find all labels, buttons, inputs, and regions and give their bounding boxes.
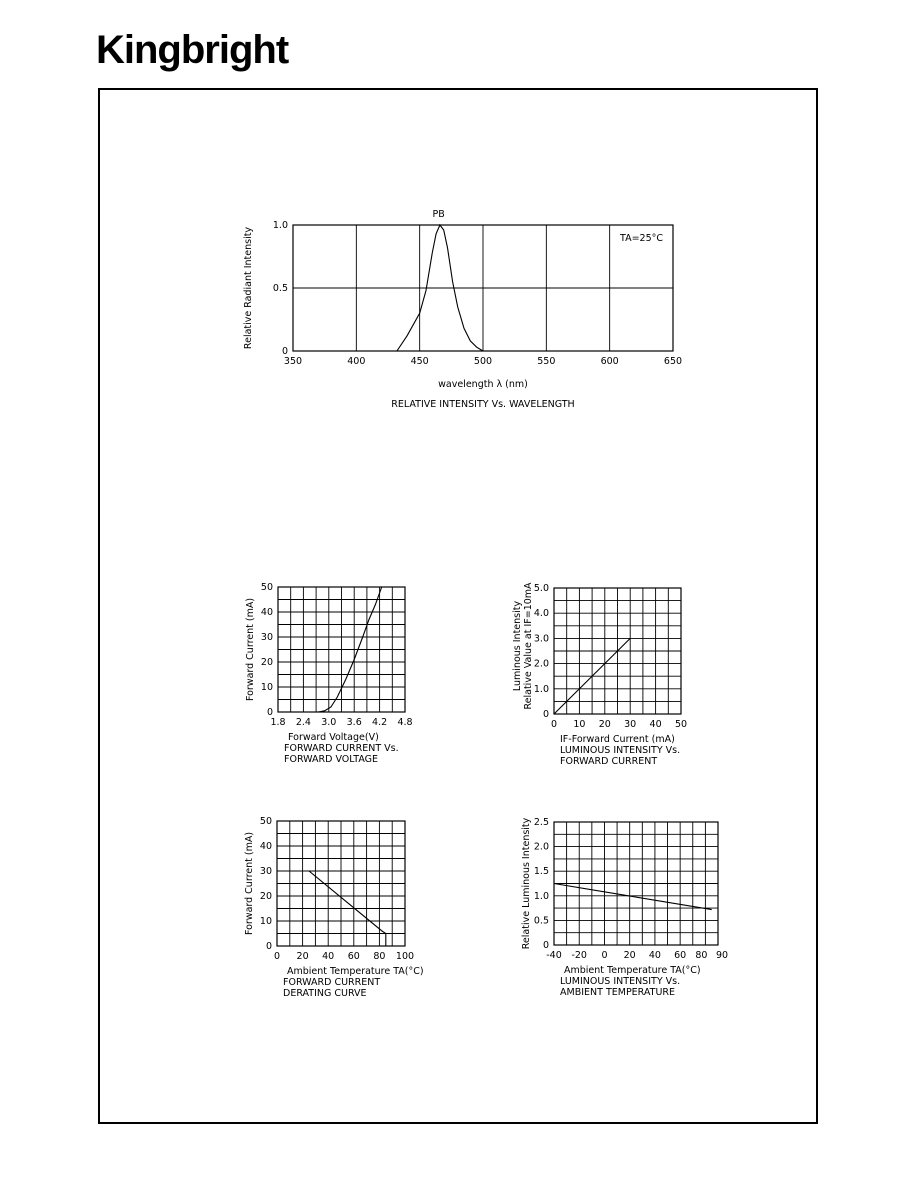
y-tick-label: 2.5 — [533, 817, 549, 828]
y-tick-label: 30 — [260, 632, 273, 643]
x-axis-label: IF-Forward Current (mA) — [560, 734, 675, 745]
x-tick-label: 0 — [601, 950, 608, 961]
y-tick-label: 50 — [260, 582, 273, 593]
x-tick-label: 40 — [322, 951, 335, 962]
y-tick-label: 40 — [260, 607, 273, 618]
x-tick-label: 3.0 — [321, 717, 337, 728]
x-tick-label: 350 — [283, 356, 303, 367]
y-tick-label: 2.0 — [533, 658, 549, 670]
x-tick-label: 500 — [473, 356, 493, 367]
y-tick-label: 10 — [259, 916, 272, 927]
x-tick-label: -20 — [571, 950, 587, 961]
y-axis-label-line: Relative Value at IF=10mA — [523, 582, 534, 710]
x-tick-label: 20 — [296, 951, 309, 962]
x-tick-label: 450 — [410, 356, 429, 367]
x-tick-label: 3.6 — [346, 717, 362, 728]
x-tick-label: 80 — [695, 950, 708, 961]
x-axis-label: Ambient Temperature TA(°C) — [564, 965, 701, 976]
x-tick-label: 0 — [273, 951, 281, 962]
x-tick-label: 60 — [347, 951, 360, 962]
y-tick-label: 1.5 — [533, 866, 549, 878]
temperature-annotation: TA=25°C — [620, 233, 663, 244]
y-tick-label: 5.0 — [533, 583, 549, 594]
x-tick-label: 40 — [648, 950, 661, 961]
x-axis-label: wavelength λ (nm) — [438, 379, 528, 390]
y-tick-label: 1.0 — [533, 683, 549, 695]
x-tick-label: 10 — [573, 719, 586, 730]
chart-title-line: FORWARD CURRENT — [283, 977, 381, 988]
x-tick-label: 4.2 — [372, 717, 388, 728]
chart-spectrum — [243, 209, 682, 410]
x-tick-label: 30 — [624, 719, 637, 730]
y-tick-label: 10 — [260, 682, 273, 693]
chart-title-line: AMBIENT TEMPERATURE — [560, 987, 676, 998]
chart-title-line: DERATING CURVE — [283, 988, 367, 999]
x-axis-label: Ambient Temperature TA(°C) — [287, 966, 424, 977]
y-tick-label: 1.0 — [272, 220, 288, 231]
x-tick-label: 100 — [395, 951, 415, 962]
kingbright-logo: Kingbright — [96, 28, 289, 72]
y-tick-label: 0 — [266, 707, 273, 718]
y-axis-label: Relative Radiant Intensity — [243, 226, 254, 350]
chart-iv — [245, 582, 413, 765]
x-tick-label: 550 — [537, 356, 556, 367]
x-tick-label: 20 — [598, 719, 611, 730]
x-tick-label: 650 — [663, 356, 683, 367]
y-tick-label: 30 — [259, 866, 272, 877]
chart-title-line: LUMINOUS INTENSITY Vs. — [560, 976, 681, 987]
x-tick-label: 4.8 — [397, 717, 413, 728]
x-axis-label: Forward Voltage(V) — [288, 732, 379, 743]
chart-lum-temp — [521, 817, 728, 998]
y-axis-label: Forward Current (mA) — [245, 597, 256, 702]
y-tick-label: 3.0 — [533, 633, 549, 645]
x-tick-label: 20 — [623, 950, 636, 961]
x-tick-label: 40 — [649, 719, 662, 730]
x-tick-label: 50 — [674, 719, 688, 730]
y-tick-label: 0 — [542, 940, 549, 951]
x-tick-label: 60 — [674, 950, 687, 961]
y-axis-label: Forward Current (mA) — [244, 831, 255, 936]
y-tick-label: 0 — [265, 941, 272, 952]
x-tick-label: 90 — [715, 950, 729, 961]
peak-label: PB — [432, 209, 445, 220]
y-tick-label: 20 — [259, 891, 272, 902]
x-tick-label: 2.4 — [295, 717, 311, 728]
x-tick-label: 400 — [347, 356, 366, 367]
y-tick-label: 0.5 — [272, 283, 288, 294]
x-tick-label: 1.8 — [270, 717, 286, 728]
chart-derating — [244, 816, 424, 999]
y-tick-label: 50 — [259, 816, 272, 827]
y-axis-label: Relative Luminous Intensity — [521, 817, 532, 950]
chart-title-line: FORWARD CURRENT — [560, 756, 658, 767]
chart-title-line: FORWARD VOLTAGE — [284, 754, 379, 765]
chart-title-line: LUMINOUS INTENSITY Vs. — [560, 745, 681, 756]
y-tick-label: 20 — [260, 657, 273, 668]
y-tick-label: 0 — [542, 709, 549, 720]
x-tick-label: 600 — [600, 356, 619, 367]
chart-title: RELATIVE INTENSITY Vs. WAVELENGTH — [391, 399, 575, 410]
x-tick-label: 0 — [550, 719, 558, 730]
y-tick-label: 1.0 — [533, 890, 549, 902]
series-line — [554, 884, 712, 910]
x-tick-label: 80 — [373, 951, 386, 962]
y-tick-label: 0 — [281, 346, 288, 357]
chart-lum-current — [512, 582, 687, 767]
y-tick-label: 2.0 — [533, 841, 549, 853]
y-tick-label: 4.0 — [533, 608, 549, 620]
chart-title-line: FORWARD CURRENT Vs. — [284, 743, 399, 754]
y-tick-label: 40 — [259, 841, 272, 852]
y-axis-label-line: Luminous Intensity — [512, 600, 523, 692]
y-tick-label: 0.5 — [533, 915, 549, 927]
x-tick-label: -40 — [546, 950, 562, 961]
